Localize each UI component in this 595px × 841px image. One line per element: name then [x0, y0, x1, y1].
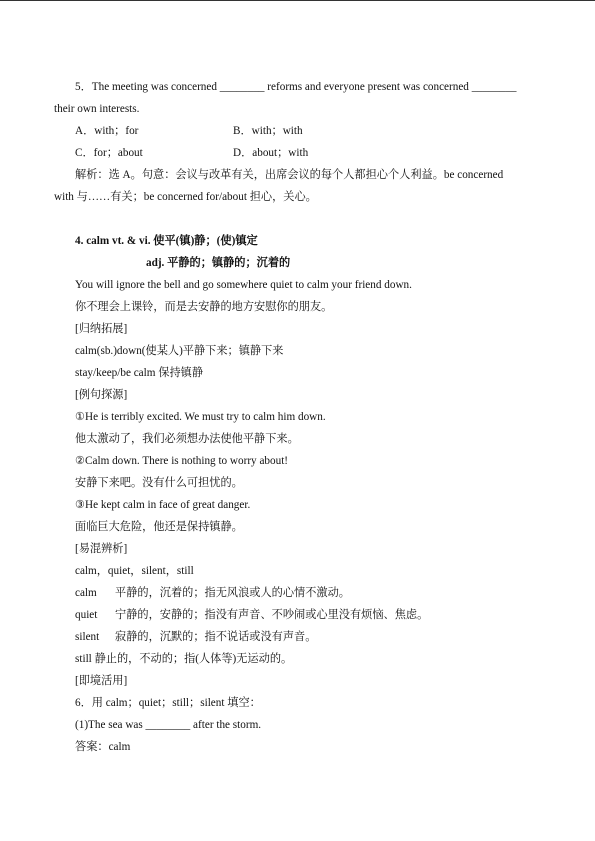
section-practice-title: [即境活用] — [75, 675, 128, 687]
q5-analysis-line1: 解析：选 A。句意：会议与改革有关，出席会议的每个人都担心个人利益。be concerned — [75, 169, 504, 181]
term-calm: calm — [75, 587, 97, 599]
term-silent: silent — [75, 631, 100, 643]
def-quiet: 宁静的，安静的；指没有声音、不吵闹或心里没有烦恼、焦虑。 — [115, 609, 429, 621]
section-distinguish-title: [易混辨析] — [75, 543, 128, 555]
q5-options-row1 — [75, 124, 303, 138]
distinguish-silent — [75, 630, 316, 644]
q5-option-d: D．about；with — [233, 147, 309, 159]
expand-item-1: calm(sb.)down(使某人)平静下来；镇静下来 — [75, 345, 284, 357]
example1-en: ①He is terribly excited. We must try to calm him down. — [75, 411, 326, 423]
example3-zh: 面临巨大危险，他还是保持镇静。 — [75, 521, 243, 533]
q5-analysis-line2: with 与……有关；be concerned for/about 担心，关心。 — [54, 191, 317, 203]
distinguish-quiet — [75, 608, 428, 622]
section-examples-title: [例句探源] — [75, 389, 128, 401]
q5-option-a: A．with；for — [75, 125, 139, 137]
distinguish-still: still 静止的，不动的；指(人体等)无运动的。 — [75, 653, 293, 665]
expand-item-2: stay/keep/be calm 保持镇静 — [75, 367, 204, 379]
distinguish-calm — [75, 586, 350, 600]
q6-prompt: 6．用 calm；quiet；still；silent 填空： — [75, 697, 261, 709]
section-expand-title: [归纳拓展] — [75, 323, 128, 335]
distinguish-words-list: calm，quiet，silent，still — [75, 565, 194, 577]
def-silent: 寂静的，沉默的；指不说话或没有声音。 — [115, 631, 317, 643]
q5-line1: 5．The meeting was concerned ________ reforms and everyone present was concerned ________ — [75, 81, 517, 93]
q5-option-b: B．with；with — [233, 125, 303, 137]
q6-item-1: (1)The sea was ________ after the storm. — [75, 719, 262, 731]
q5-options-row2 — [75, 146, 308, 160]
example3-en: ③He kept calm in face of great danger. — [75, 499, 251, 511]
q5-line2: their own interests. — [54, 103, 140, 115]
word4-example-en: You will ignore the bell and go somewhere quiet to calm your friend down. — [75, 279, 412, 291]
example1-zh: 他太激动了，我们必须想办法使他平静下来。 — [75, 433, 299, 445]
page-top-rule — [0, 0, 595, 1]
example2-zh: 安静下来吧。没有什么可担忧的。 — [75, 477, 243, 489]
word4-example-zh: 你不理会上课铃，而是去安静的地方安慰你的朋友。 — [75, 301, 333, 313]
word4-heading: 4. calm vt. & vi. 使平(镇)静；(使)镇定 — [75, 235, 258, 247]
q5-option-c: C．for；about — [75, 147, 143, 159]
example2-en: ②Calm down. There is nothing to worry about! — [75, 455, 289, 467]
q6-answer: 答案：calm — [75, 741, 131, 753]
term-quiet: quiet — [75, 609, 98, 621]
word4-adj: adj. 平静的；镇静的；沉着的 — [146, 257, 291, 269]
def-calm: 平静的，沉着的；指无风浪或人的心情不激动。 — [115, 587, 350, 599]
